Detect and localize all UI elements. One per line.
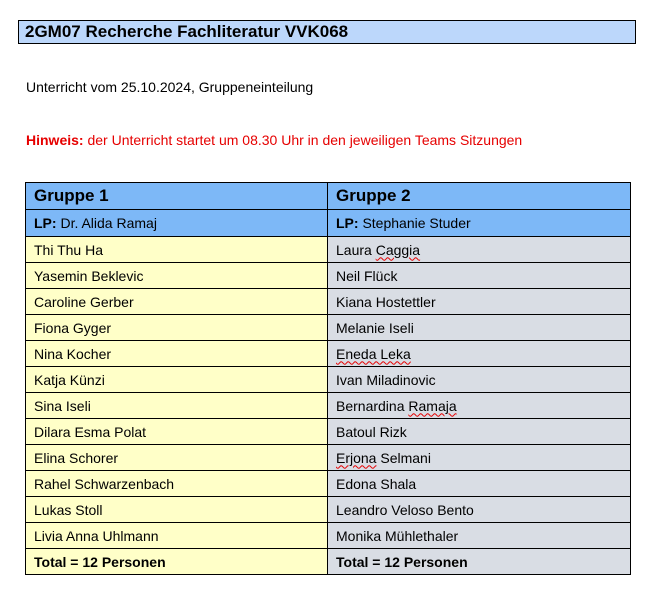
student-group-1: Lukas Stoll xyxy=(26,497,328,523)
table-header-row xyxy=(26,183,631,210)
student-group-2: Batoul Rizk xyxy=(328,419,631,445)
student-group-2: Monika Mühlethaler xyxy=(328,523,631,549)
spelling-mark: Eneda Leka xyxy=(336,345,411,362)
spelling-mark: Caggia xyxy=(375,241,421,258)
student-group-1: Sina Iseli xyxy=(26,393,328,419)
lp-label: LP: xyxy=(336,215,359,231)
table-row xyxy=(26,393,631,419)
teacher-row xyxy=(26,210,631,237)
table-row xyxy=(26,237,631,263)
lesson-date-line: Unterricht vom 25.10.2024, Gruppeneinteilung xyxy=(26,79,314,95)
student-group-1: Katja Künzi xyxy=(26,367,328,393)
header-group-2: Gruppe 2 xyxy=(328,183,631,210)
student-group-2: Bernardina Ramaja xyxy=(328,393,631,419)
student-group-1: Rahel Schwarzenbach xyxy=(26,471,328,497)
table-row xyxy=(26,315,631,341)
header-group-1: Gruppe 1 xyxy=(26,183,328,210)
table-row xyxy=(26,523,631,549)
student-group-1: Livia Anna Uhlmann xyxy=(26,523,328,549)
student-group-2: Laura Caggia xyxy=(328,237,631,263)
total-row xyxy=(26,549,631,575)
document-title: 2GM07 Recherche Fachliteratur VVK068 xyxy=(18,20,636,44)
spelling-mark: Ramaja xyxy=(408,397,457,414)
student-group-2: Edona Shala xyxy=(328,471,631,497)
student-group-2: Ivan Miladinovic xyxy=(328,367,631,393)
total-group-1: Total = 12 Personen xyxy=(26,549,328,575)
student-group-1: Thi Thu Ha xyxy=(26,237,328,263)
table-row xyxy=(26,289,631,315)
table-row xyxy=(26,445,631,471)
group-table xyxy=(25,182,631,575)
group-table-body xyxy=(26,183,631,575)
table-row xyxy=(26,497,631,523)
teacher-name: Stephanie Studer xyxy=(358,215,471,231)
student-group-2: Erjona Selmani xyxy=(328,445,631,471)
hint-label: Hinweis: xyxy=(26,132,84,148)
student-group-1: Dilara Esma Polat xyxy=(26,419,328,445)
hint-note xyxy=(26,132,522,148)
student-group-2 xyxy=(328,341,631,367)
student-group-1: Caroline Gerber xyxy=(26,289,328,315)
table-row xyxy=(26,263,631,289)
student-group-1: Yasemin Beklevic xyxy=(26,263,328,289)
table-row xyxy=(26,341,631,367)
student-group-2: Kiana Hostettler xyxy=(328,289,631,315)
student-group-1: Nina Kocher xyxy=(26,341,328,367)
student-group-1: Fiona Gyger xyxy=(26,315,328,341)
teacher-name: Dr. Alida Ramaj xyxy=(56,215,157,231)
student-group-1: Elina Schorer xyxy=(26,445,328,471)
table-row xyxy=(26,471,631,497)
total-group-2: Total = 12 Personen xyxy=(328,549,631,575)
table-row xyxy=(26,367,631,393)
lp-label: LP: xyxy=(34,215,57,231)
spelling-mark: Erjona xyxy=(336,449,377,466)
student-group-2: Melanie Iseli xyxy=(328,315,631,341)
student-group-2: Leandro Veloso Bento xyxy=(328,497,631,523)
teacher-group-1 xyxy=(26,210,328,237)
teacher-group-2 xyxy=(328,210,631,237)
hint-text: der Unterricht startet um 08.30 Uhr in den jeweiligen Teams Sitzungen xyxy=(83,132,523,148)
table-row xyxy=(26,419,631,445)
student-group-2: Neil Flück xyxy=(328,263,631,289)
